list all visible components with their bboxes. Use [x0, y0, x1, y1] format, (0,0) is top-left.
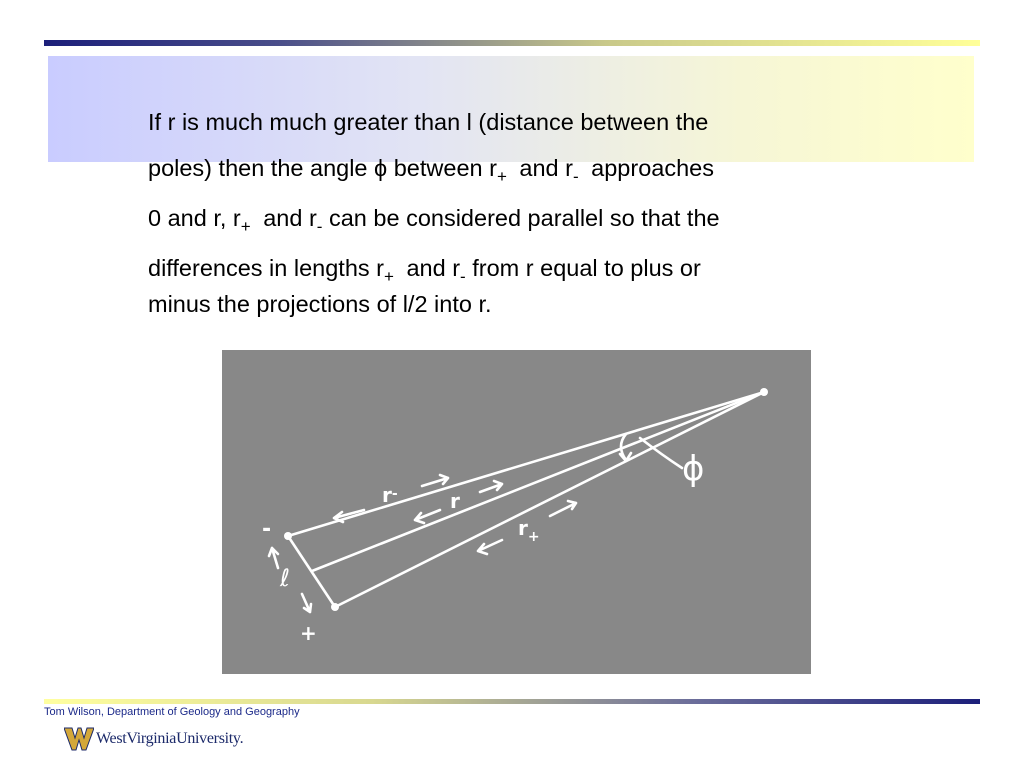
- pole-plus-dot: [331, 603, 339, 611]
- subscript-plus: +: [496, 167, 507, 186]
- label-l: ℓ: [280, 564, 290, 592]
- line-l: [288, 536, 335, 607]
- text-line-3: [148, 204, 720, 236]
- logo-text: WestVirginiaUniversity.: [96, 730, 244, 747]
- text-line-5: [148, 290, 492, 318]
- line-4-part-b: and r: [399, 255, 461, 281]
- subscript-minus: -: [572, 167, 579, 186]
- label-r-plus: $r_+$: [518, 516, 540, 545]
- label-minus: -: [262, 517, 272, 542]
- line-1-text: If r is much much greater than l (distance between the: [148, 109, 709, 135]
- label-plus: +: [300, 621, 317, 645]
- line-2-part-c: and r: [512, 155, 573, 181]
- text-line-2: [148, 154, 714, 186]
- subscript-plus: +: [384, 267, 394, 286]
- observation-point-dot: [760, 388, 768, 396]
- wvu-logo: [64, 724, 243, 754]
- line-4-part-a: differences in lengths r: [148, 255, 385, 281]
- line-2-part-b: between r: [387, 155, 497, 181]
- subscript-minus: -: [460, 267, 466, 286]
- dipole-diagram: [222, 350, 811, 674]
- text-line-4: [148, 254, 701, 286]
- arrow-right-top: [422, 475, 448, 486]
- line-3-part-b: and r: [256, 205, 317, 231]
- line-4-part-c: from r equal to plus or: [465, 255, 701, 281]
- top-rule: [44, 40, 980, 46]
- phi-symbol: ϕ: [374, 155, 388, 181]
- line-2-part-a: poles) then the angle: [148, 155, 375, 181]
- wv-logo-icon: [64, 726, 94, 752]
- subscript-plus: +: [240, 217, 251, 236]
- pole-minus-dot: [284, 532, 292, 540]
- arrow-down-l: [302, 594, 311, 612]
- subscript-minus: -: [316, 217, 323, 236]
- line-5-text: minus the projections of l/2 into r.: [148, 291, 492, 317]
- label-r: r: [450, 489, 460, 513]
- arrow-right-mid: [480, 481, 502, 492]
- line-3-part-c: can be considered parallel so that the: [322, 205, 720, 231]
- line-2-part-d: approaches: [584, 155, 714, 181]
- label-phi: ϕ: [682, 449, 705, 489]
- footer-credit: Tom Wilson, Department of Geology and Geography: [44, 706, 300, 718]
- line-r-plus: [335, 392, 764, 607]
- bottom-rule: [44, 699, 980, 704]
- arrow-left-top: [334, 510, 364, 522]
- line-3-part-a: 0 and r, r: [148, 205, 241, 231]
- text-line-1: [148, 108, 708, 136]
- label-r-minus: r-: [382, 483, 398, 507]
- arrow-left-bot: [478, 540, 502, 554]
- arrow-up-l: [269, 548, 278, 568]
- arrow-right-bot: [550, 501, 576, 516]
